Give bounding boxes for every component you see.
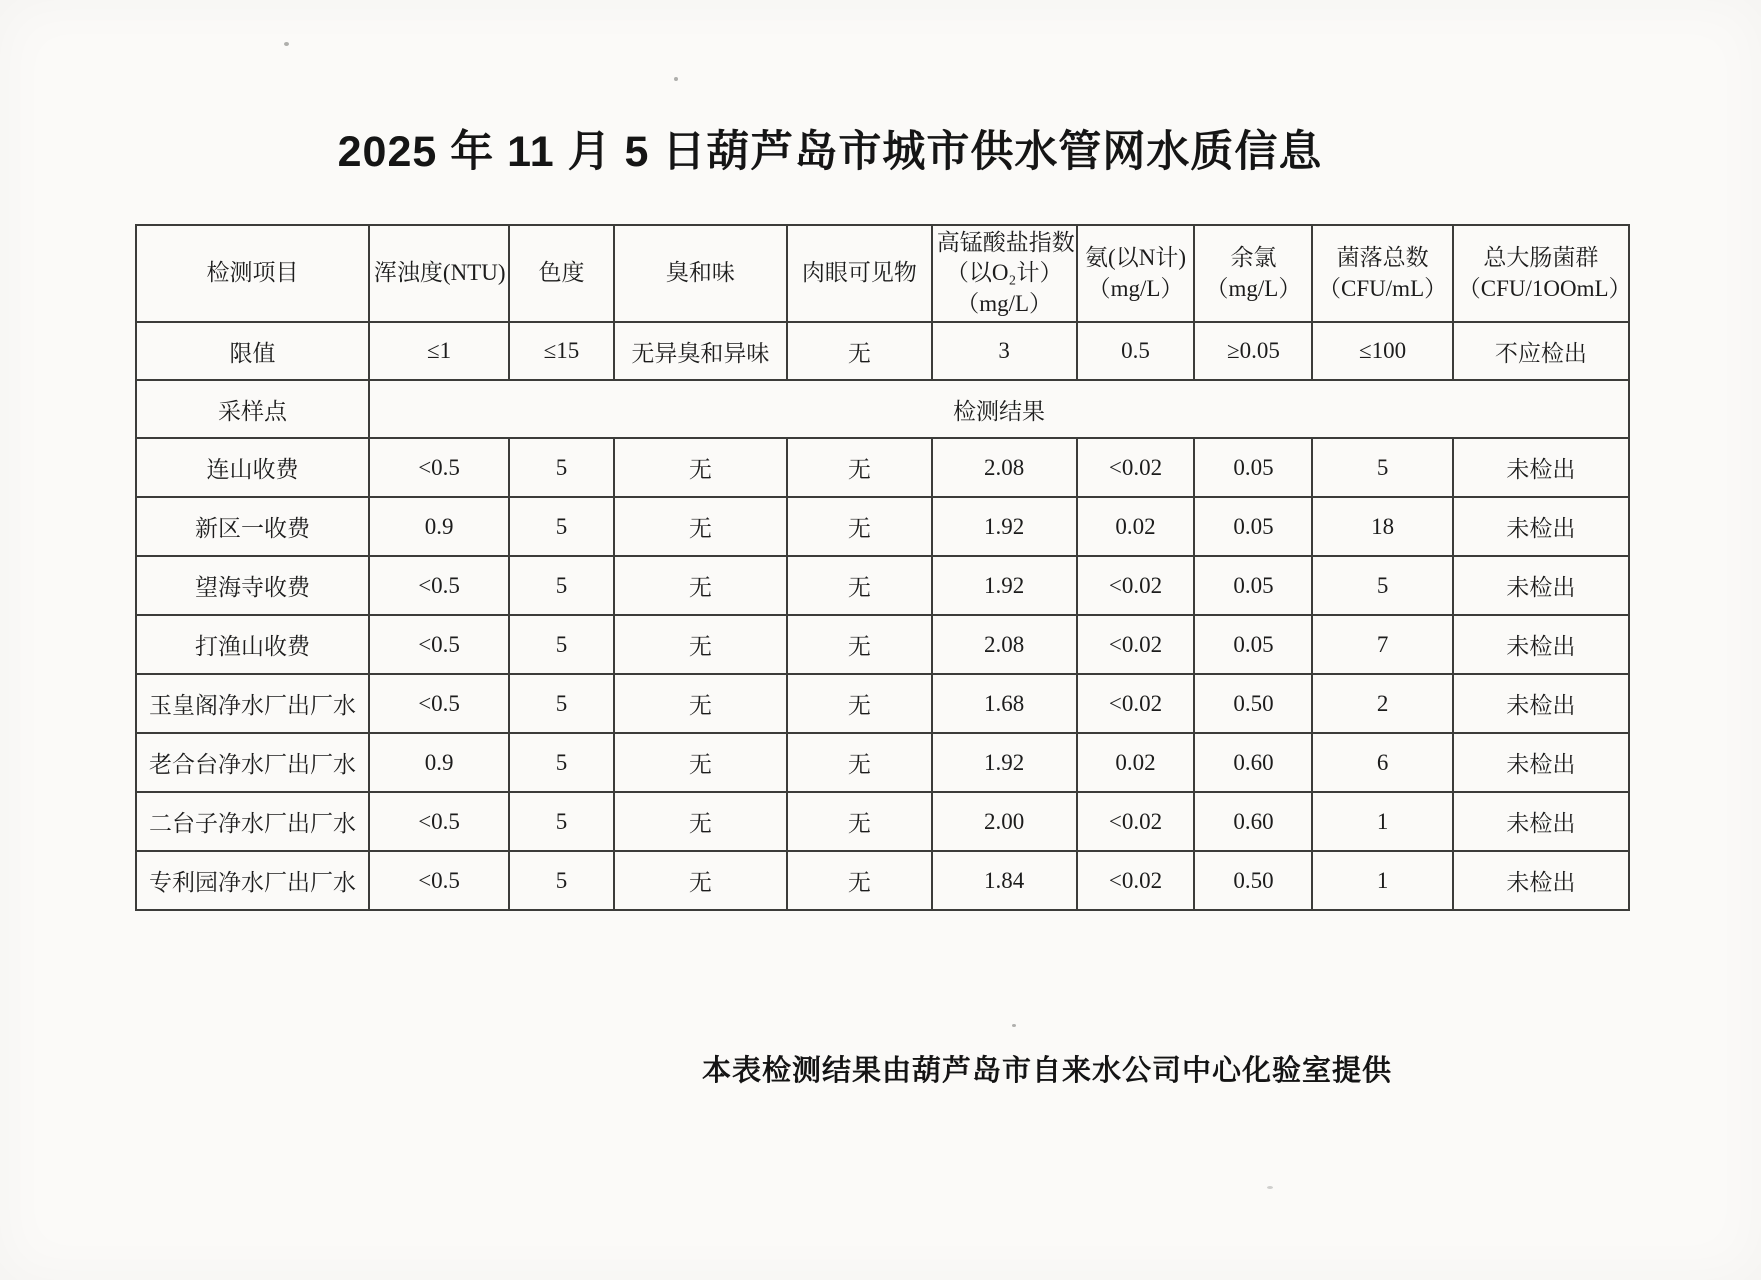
result-ammonia: <0.02 bbox=[1077, 556, 1195, 615]
result-permanganate: 1.84 bbox=[932, 851, 1077, 910]
column-header-line: 高锰酸盐指数 bbox=[936, 230, 1075, 255]
result-permanganate: 1.68 bbox=[932, 674, 1077, 733]
column-header-ammonia bbox=[1077, 225, 1195, 322]
column-header-line: （以O₂计） bbox=[945, 260, 1063, 286]
result-ammonia: <0.02 bbox=[1077, 851, 1195, 910]
column-header-line: 检测项目 bbox=[206, 260, 299, 286]
result-colony: 2 bbox=[1312, 674, 1452, 733]
column-header-line: 菌落总数 bbox=[1336, 245, 1429, 271]
result-colony: 1 bbox=[1312, 851, 1452, 910]
site-name: 新区一收费 bbox=[136, 497, 369, 556]
result-visible: 无 bbox=[787, 438, 932, 497]
result-odor: 无 bbox=[614, 497, 787, 556]
result-coliform: 未检出 bbox=[1453, 497, 1629, 556]
result-permanganate: 1.92 bbox=[932, 497, 1077, 556]
result-chlorine: 0.50 bbox=[1194, 674, 1312, 733]
column-header-line: （CFU/1OOmL） bbox=[1457, 275, 1632, 301]
result-visible: 无 bbox=[787, 733, 932, 792]
result-permanganate: 2.00 bbox=[932, 792, 1077, 851]
document-title: 2025 年 11 月 5 日葫芦岛市城市供水管网水质信息 bbox=[337, 128, 1323, 176]
result-chlorine: 0.60 bbox=[1194, 792, 1312, 851]
result-ammonia: <0.02 bbox=[1077, 438, 1195, 497]
table-header bbox=[136, 225, 1632, 322]
limit-value-color: ≤15 bbox=[509, 322, 614, 380]
column-header-line: （mg/L） bbox=[956, 290, 1053, 316]
column-header-line: 色度 bbox=[538, 260, 585, 286]
table-row-5 bbox=[136, 674, 1629, 733]
site-name: 望海寺收费 bbox=[136, 556, 369, 615]
result-colony: 18 bbox=[1312, 497, 1452, 556]
section-row bbox=[136, 380, 1629, 438]
result-visible: 无 bbox=[787, 792, 932, 851]
column-header-permanganate bbox=[932, 225, 1077, 322]
limit-value-odor: 无异臭和异味 bbox=[614, 322, 787, 380]
result-ammonia: <0.02 bbox=[1077, 792, 1195, 851]
result-turbidity: 0.9 bbox=[369, 733, 509, 792]
column-header-line: （mg/L） bbox=[1087, 275, 1184, 301]
result-odor: 无 bbox=[614, 556, 787, 615]
table-row-8 bbox=[136, 851, 1629, 910]
result-turbidity: 0.9 bbox=[369, 497, 509, 556]
result-visible: 无 bbox=[787, 556, 932, 615]
result-color: 5 bbox=[509, 438, 614, 497]
result-ammonia: 0.02 bbox=[1077, 497, 1195, 556]
result-turbidity: <0.5 bbox=[369, 792, 509, 851]
table-row-6 bbox=[136, 733, 1629, 792]
site-name: 老合台净水厂出厂水 bbox=[136, 733, 369, 792]
result-turbidity: <0.5 bbox=[369, 438, 509, 497]
limit-value-coliform: 不应检出 bbox=[1453, 322, 1629, 380]
column-header-line: 总大肠菌群 bbox=[1483, 245, 1599, 271]
limit-value-ammonia: 0.5 bbox=[1077, 322, 1195, 380]
result-visible: 无 bbox=[787, 674, 932, 733]
result-ammonia: 0.02 bbox=[1077, 733, 1195, 792]
column-header-line: （CFU/mL） bbox=[1318, 275, 1448, 301]
column-header-line: 余氯 bbox=[1230, 245, 1277, 271]
site-name: 连山收费 bbox=[136, 438, 369, 497]
limit-value-turbidity: ≤1 bbox=[369, 322, 509, 380]
result-chlorine: 0.50 bbox=[1194, 851, 1312, 910]
result-coliform: 未检出 bbox=[1453, 438, 1629, 497]
column-header-turbidity bbox=[369, 225, 509, 322]
result-visible: 无 bbox=[787, 615, 932, 674]
result-chlorine: 0.60 bbox=[1194, 733, 1312, 792]
column-header-line: 浑浊度(NTU) bbox=[373, 260, 506, 286]
water-quality-table bbox=[135, 224, 1630, 911]
footer-note: 本表检测结果由葫芦岛市自来水公司中心化验室提供 bbox=[701, 1055, 1392, 1087]
result-color: 5 bbox=[509, 615, 614, 674]
column-header-odor bbox=[614, 225, 787, 322]
result-ammonia: <0.02 bbox=[1077, 615, 1195, 674]
scan-speckle bbox=[674, 77, 678, 81]
result-colony: 1 bbox=[1312, 792, 1452, 851]
result-chlorine: 0.05 bbox=[1194, 556, 1312, 615]
table-row-3 bbox=[136, 556, 1629, 615]
result-color: 5 bbox=[509, 674, 614, 733]
result-chlorine: 0.05 bbox=[1194, 438, 1312, 497]
site-name: 打渔山收费 bbox=[136, 615, 369, 674]
result-coliform: 未检出 bbox=[1453, 851, 1629, 910]
table-body bbox=[136, 322, 1629, 910]
result-turbidity: <0.5 bbox=[369, 674, 509, 733]
result-turbidity: <0.5 bbox=[369, 851, 509, 910]
result-permanganate: 1.92 bbox=[932, 556, 1077, 615]
scan-speckle bbox=[1012, 1024, 1016, 1027]
result-coliform: 未检出 bbox=[1453, 615, 1629, 674]
table-row-2 bbox=[136, 497, 1629, 556]
result-odor: 无 bbox=[614, 733, 787, 792]
site-name: 二台子净水厂出厂水 bbox=[136, 792, 369, 851]
result-color: 5 bbox=[509, 497, 614, 556]
column-header-item bbox=[136, 225, 369, 322]
result-odor: 无 bbox=[614, 438, 787, 497]
column-header-colony bbox=[1312, 225, 1452, 322]
table-row-1 bbox=[136, 438, 1629, 497]
header-row bbox=[136, 225, 1629, 322]
column-header-line: 肉眼可见物 bbox=[801, 260, 917, 286]
result-permanganate: 1.92 bbox=[932, 733, 1077, 792]
result-color: 5 bbox=[509, 733, 614, 792]
result-permanganate: 2.08 bbox=[932, 438, 1077, 497]
result-turbidity: <0.5 bbox=[369, 556, 509, 615]
scan-speckle bbox=[284, 42, 289, 46]
site-name: 玉皇阁净水厂出厂水 bbox=[136, 674, 369, 733]
limit-value-colony: ≤100 bbox=[1312, 322, 1452, 380]
result-chlorine: 0.05 bbox=[1194, 497, 1312, 556]
limit-row-label: 限值 bbox=[136, 322, 369, 380]
result-odor: 无 bbox=[614, 615, 787, 674]
column-header-chlorine bbox=[1194, 225, 1312, 322]
column-header-color bbox=[509, 225, 614, 322]
limit-row bbox=[136, 322, 1629, 380]
result-odor: 无 bbox=[614, 851, 787, 910]
scan-speckle bbox=[1267, 1186, 1273, 1189]
result-coliform: 未检出 bbox=[1453, 733, 1629, 792]
results-section-label: 检测结果 bbox=[369, 380, 1629, 438]
result-colony: 5 bbox=[1312, 438, 1452, 497]
result-coliform: 未检出 bbox=[1453, 792, 1629, 851]
result-odor: 无 bbox=[614, 792, 787, 851]
column-header-line: （mg/L） bbox=[1205, 275, 1302, 301]
result-colony: 6 bbox=[1312, 733, 1452, 792]
result-chlorine: 0.05 bbox=[1194, 615, 1312, 674]
result-turbidity: <0.5 bbox=[369, 615, 509, 674]
table-row-7 bbox=[136, 792, 1629, 851]
result-odor: 无 bbox=[614, 674, 787, 733]
result-colony: 5 bbox=[1312, 556, 1452, 615]
result-visible: 无 bbox=[787, 497, 932, 556]
result-ammonia: <0.02 bbox=[1077, 674, 1195, 733]
site-name: 专利园净水厂出厂水 bbox=[136, 851, 369, 910]
column-header-coliform bbox=[1453, 225, 1632, 322]
result-color: 5 bbox=[509, 792, 614, 851]
column-header-line: 臭和味 bbox=[665, 260, 735, 286]
sampling-point-label: 采样点 bbox=[136, 380, 369, 438]
result-visible: 无 bbox=[787, 851, 932, 910]
limit-value-permanganate: 3 bbox=[932, 322, 1077, 380]
result-color: 5 bbox=[509, 556, 614, 615]
table-row-4 bbox=[136, 615, 1629, 674]
result-coliform: 未检出 bbox=[1453, 556, 1629, 615]
column-header-line: 氨(以N计) bbox=[1085, 245, 1186, 271]
result-permanganate: 2.08 bbox=[932, 615, 1077, 674]
result-color: 5 bbox=[509, 851, 614, 910]
result-coliform: 未检出 bbox=[1453, 674, 1629, 733]
limit-value-visible: 无 bbox=[787, 322, 932, 380]
result-colony: 7 bbox=[1312, 615, 1452, 674]
column-header-visible bbox=[787, 225, 932, 322]
limit-value-chlorine: ≥0.05 bbox=[1194, 322, 1312, 380]
